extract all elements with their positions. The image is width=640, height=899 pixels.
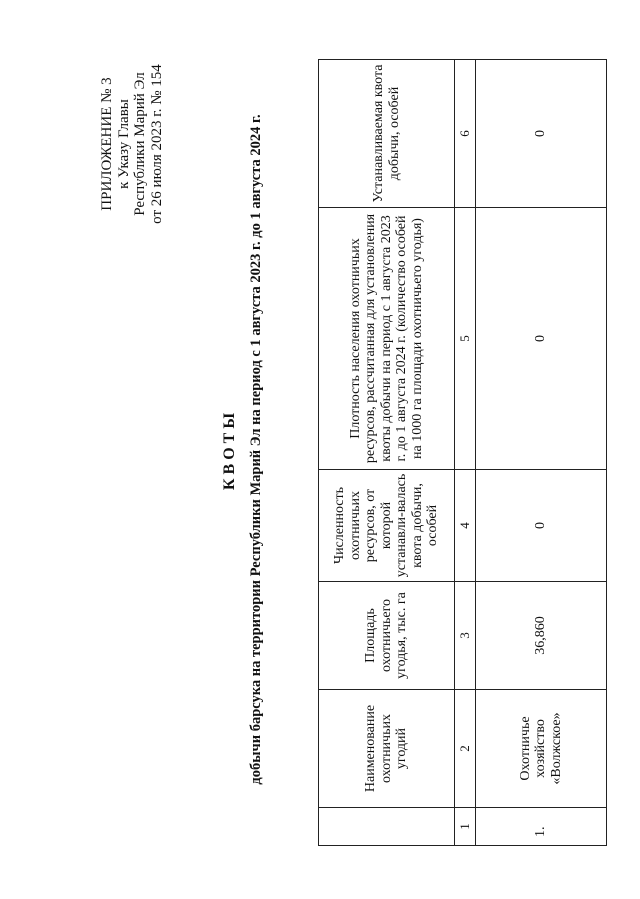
row-number: 1.	[476, 808, 607, 846]
document-title: КВОТЫ	[221, 408, 238, 491]
appendix-line-1: ПРИЛОЖЕНИЕ № 3	[99, 77, 115, 211]
header-col-6: Устанавливаемая квота добычи, особей	[319, 60, 455, 208]
appendix-line-3: Республики Марий Эл	[132, 72, 148, 216]
appendix-line-4: от 26 июля 2023 г. № 154	[148, 64, 165, 224]
header-col-5: Плотность населения охотничьих ресурсов, рассчитанная для установления квоты добычи на период с 1 августа 2023 г. до 1 августа 2024 г. (количество особей на 1000 га площади охотничьего угодья)	[319, 208, 455, 470]
column-number-row	[455, 60, 476, 846]
col-number-5: 5	[455, 208, 476, 470]
row-area: 36,860	[476, 582, 607, 690]
col-number-1: 1	[455, 808, 476, 846]
header-col-3: Площадь охотничьего угодья, тыс. га	[319, 582, 455, 690]
appendix-block	[99, 24, 165, 264]
table-row	[476, 60, 607, 846]
quota-table	[318, 59, 607, 846]
col-number-2: 2	[455, 690, 476, 808]
col-number-4: 4	[455, 470, 476, 582]
row-population: 0	[476, 470, 607, 582]
row-quota: 0	[476, 60, 607, 208]
document-subtitle: добычи барсука на территории Республики Марий Эл на период с 1 августа 2023 г. до 1 августа 2024 г.	[248, 114, 264, 785]
col-number-3: 3	[455, 582, 476, 690]
header-col-4: Численность охотничьих ресурсов, от которой устанавли-валась квота добычи, особей	[319, 470, 455, 582]
col-number-6: 6	[455, 60, 476, 208]
table-header-row	[319, 60, 455, 846]
row-hunting-ground-name: Охотничье хозяйство «Волжское»	[476, 690, 607, 808]
row-density: 0	[476, 208, 607, 470]
appendix-line-2: к Указу Главы	[115, 99, 132, 189]
header-col-2: Наименование охотничьих угодий	[319, 690, 455, 808]
header-col-1	[319, 808, 455, 846]
